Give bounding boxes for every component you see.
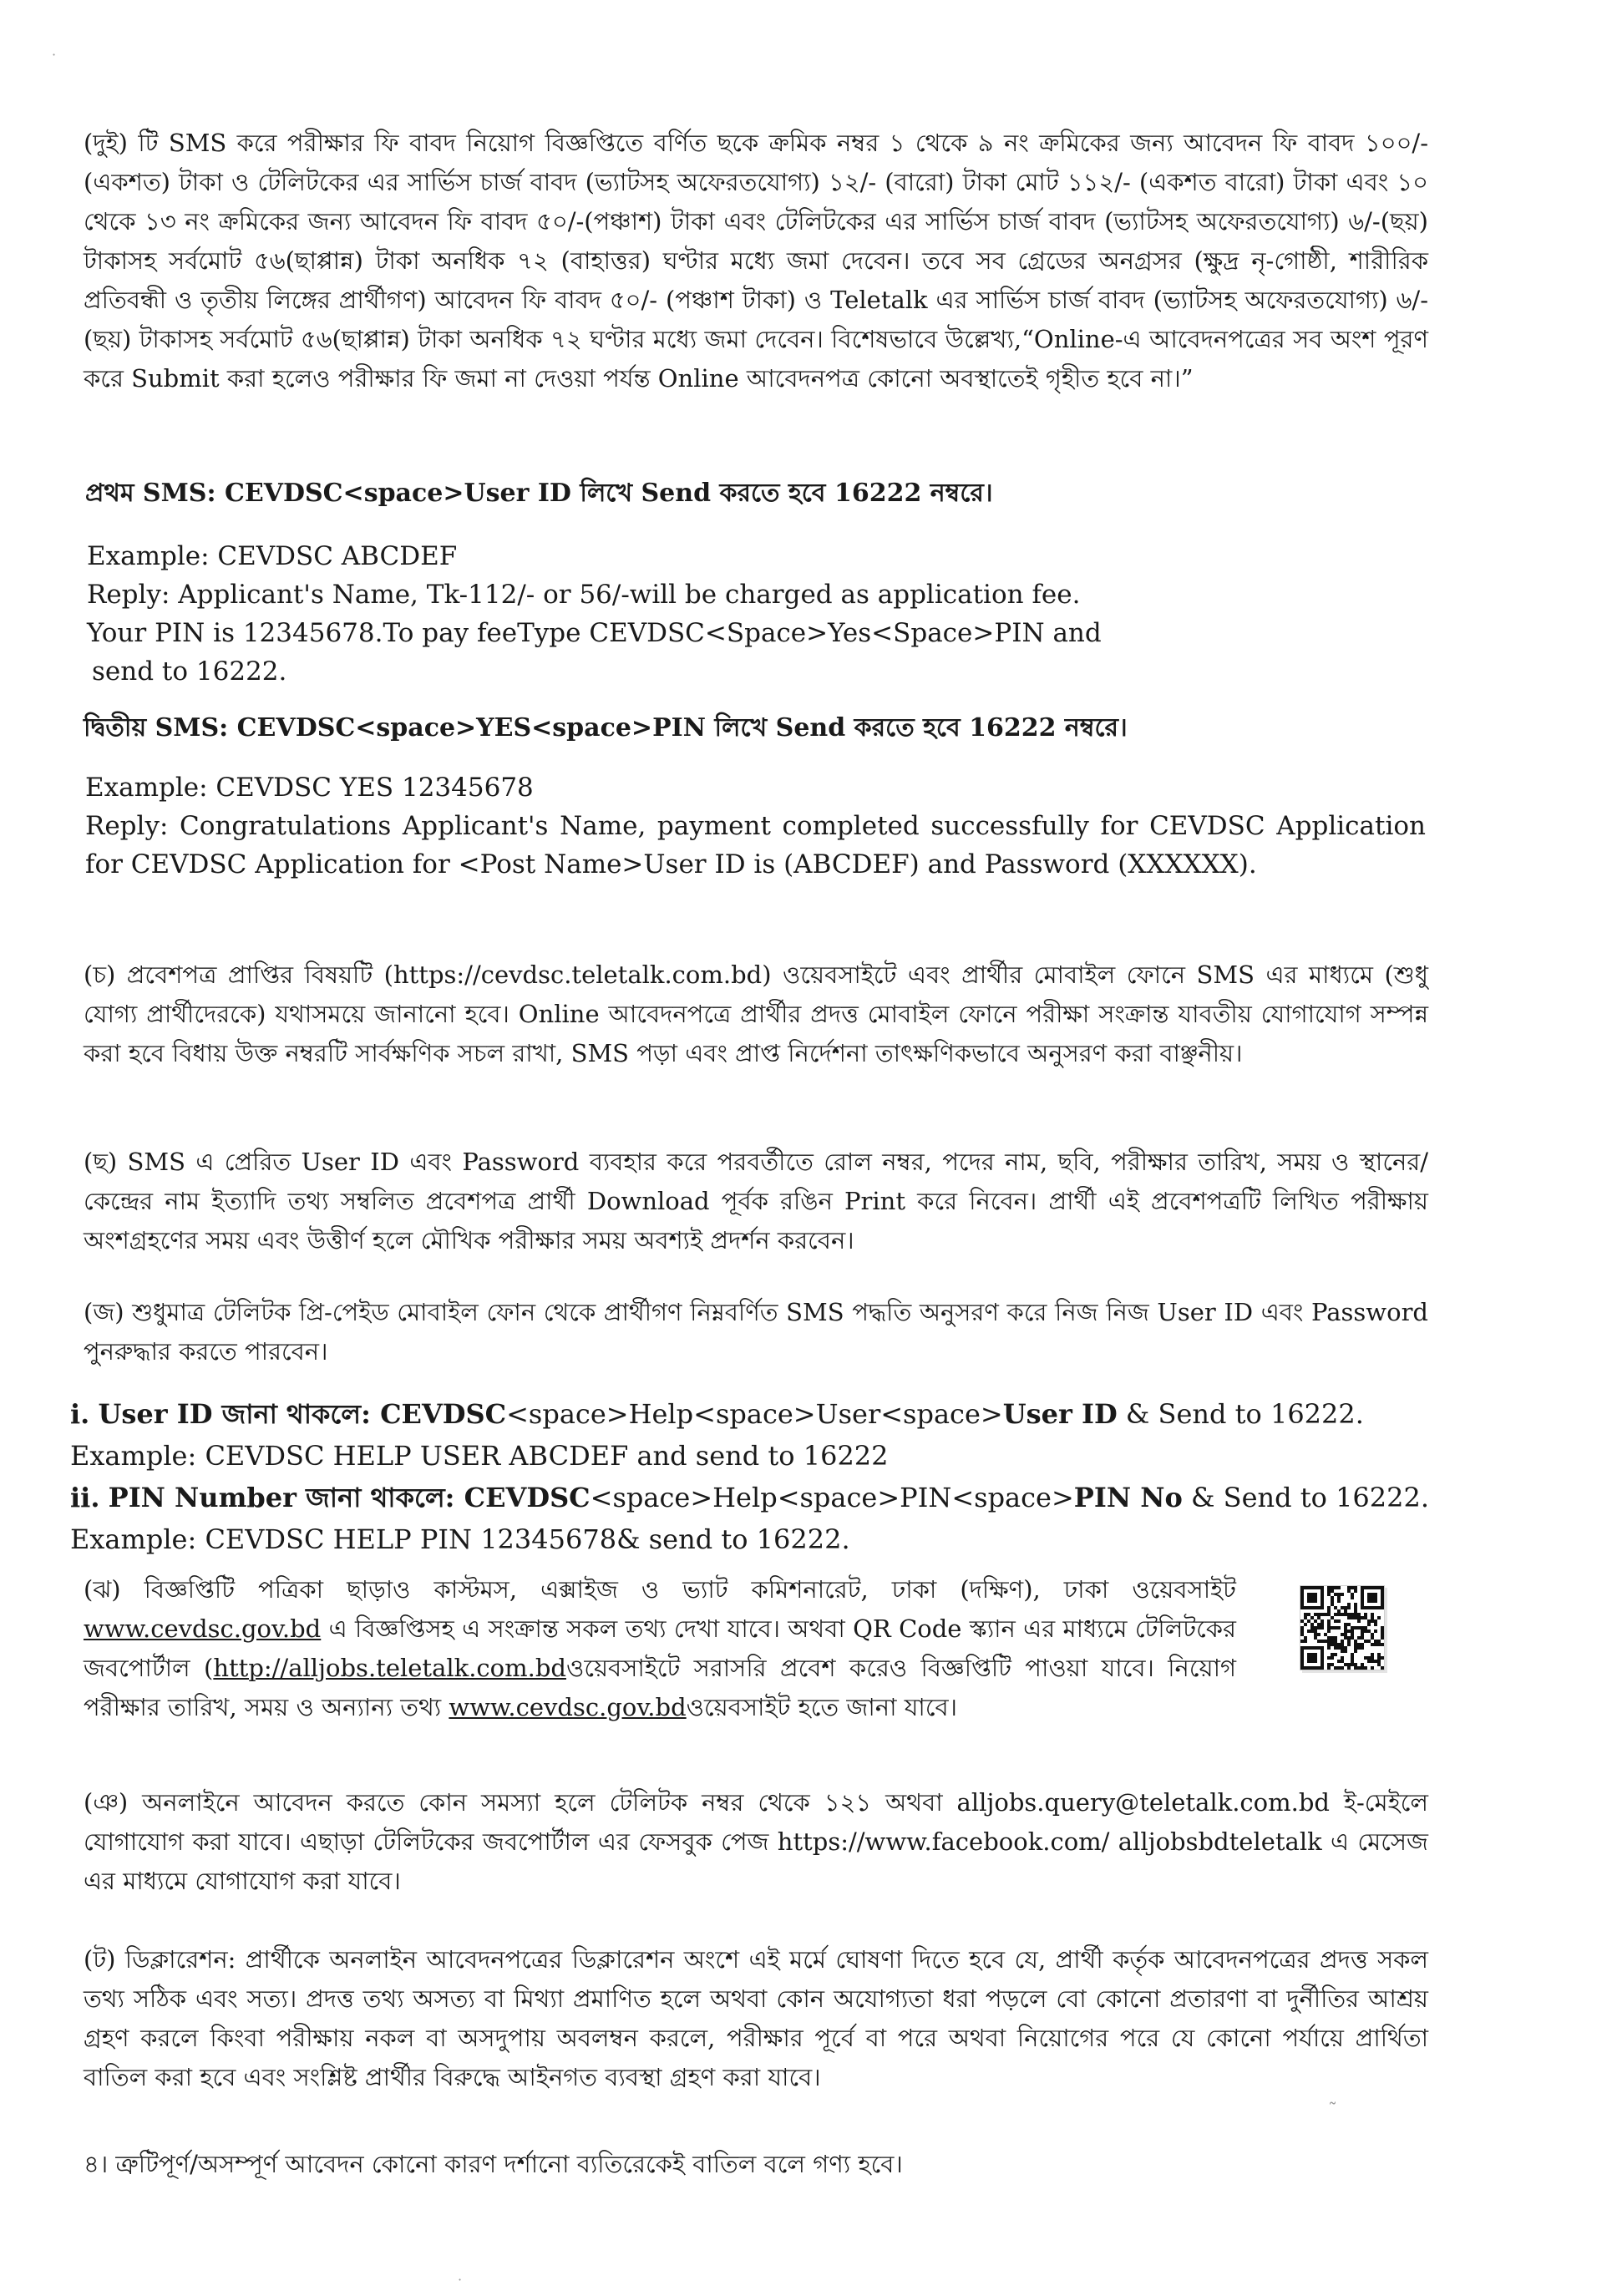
scan-speck: ·	[458, 2272, 463, 2288]
recovery-pin-line	[70, 1477, 1440, 1518]
scan-speck: ˜	[1328, 2101, 1337, 2121]
declaration-paragraph: (ট) ডিক্লারেশন: প্রার্থীকে অনলাইন আবেদনপত্রের ডিক্লারেশন অংশে এই মর্মে ঘোষণা দিতে হবে যে, প্রার্থী কর্তৃক আবেদনপত্রের প্রদত্ত সকল তথ্য সঠিক এবং সত্য। প্রদত্ত তথ্য অসত্য বা মিথ্যা প্রমাণিত হলে অথবা কোন অযোগ্যতা ধরা পড়লে বো কোনো প্রতারণা বা দুর্নীতির আশ্রয় গ্রহণ করলে কিংবা পরীক্ষায় নকল বা অসদুপায় অবলম্বন করলে, পরীক্ষার পূর্বে বা পরে অথবা নিয়োগের পরে যে কোনো পর্যায়ে প্রার্থিতা বাতিল করা হবে এবং সংশ্লিষ্ট প্রার্থীর বিরুদ্ধে আইনগত ব্যবস্থা গ্রহণ করা যাবে।	[84, 1945, 1428, 2091]
website-info-text-4: ওয়েবসাইট হতে জানা যাবে।	[686, 1693, 957, 1721]
website-info-text-2: এ বিজ্ঞপ্তিসহ এ সংক্রান্ত সকল তথ্য দেখা যাবে। অথবা QR Code স্ক্যান এর মাধ্যমে টেলিটকের জবপোর্টাল (	[84, 1614, 1236, 1682]
website-info-paragraph	[84, 1570, 1236, 1727]
first-sms-reply-line-2: Your PIN is 12345678.To pay feeType CEVDSC<Space>Yes<Space>PIN and	[87, 618, 1102, 648]
recovery-pin-example: Example: CEVDSC HELP PIN 12345678& send to 16222.	[70, 1523, 850, 1555]
recovery-pin-number: ii.	[70, 1482, 100, 1513]
website-info-text-1: (ঝ) বিজ্ঞপ্তিটি পত্রিকা ছাড়াও কাস্টমস, এক্সাইজ ও ভ্যাট কমিশনারেট, ঢাকা (দক্ষিণ), ঢাকা ওয়েবসাইট	[84, 1575, 1236, 1604]
second-sms-example-block	[85, 768, 1426, 884]
first-sms-reply-line-3: send to 16222.	[92, 656, 287, 687]
second-sms-heading: দ্বিতীয় SMS: CEVDSC<space>YES<space>PIN লিখে Send করতে হবে 16222 নম্বরে।	[84, 713, 1128, 743]
recovery-intro-paragraph: (জ) শুধুমাত্র টেলিটক প্রি-পেইড মোবাইল ফোন থেকে প্রার্থীগণ নিম্নবর্ণিত SMS পদ্ধতি অনুসরণ করে নিজ নিজ User ID এবং Password পুনরুদ্ধার করতে পারবেন।	[84, 1298, 1428, 1366]
qr-code[interactable]	[1300, 1585, 1385, 1670]
first-sms-example: Example: CEVDSC ABCDEF	[87, 541, 458, 571]
cevdsc-website-link-2[interactable]: www.cevdsc.gov.bd	[449, 1693, 687, 1721]
recovery-pin-help: <space>Help<space>PIN<space>	[590, 1482, 1074, 1513]
fee-paragraph	[84, 124, 1428, 398]
recovery-user-id-line	[70, 1393, 1440, 1435]
contact-paragraph: (ঞ) অনলাইনে আবেদন করতে কোন সমস্যা হলে টেলিটক নম্বর থেকে ১২১ অথবা alljobs.query@teletalk.com.bd ই-মেইলে যোগাযোগ করা যাবে। এছাড়া টেলিটকের জবপোর্টাল এর ফেসবুক পেজ https://www.facebook.com/ alljobsbdteletalk এ মেসেজ এর মাধ্যমে যোগাযোগ করা যাবে।	[84, 1788, 1428, 1895]
first-sms-heading: প্রথম SMS: CEVDSC<space>User ID লিখে Send করতে হবে 16222 নম্বরে।	[85, 479, 993, 508]
recovery-user-id-help: <space>Help<space>User<space>	[506, 1398, 1003, 1430]
first-sms-example-block	[87, 537, 1423, 691]
first-sms-reply-line-1: Reply: Applicant's Name, Tk-112/- or 56/-will be charged as application fee.	[87, 580, 1081, 610]
recovery-pin-send: & Send to 16222.	[1182, 1482, 1430, 1513]
second-sms-reply: Reply: Congratulations Applicant's Name, payment completed successfully for CEVDSC Application for CEVDSC Application for <Post Name>User ID is (ABCDEF) and Password (XXXXXX).	[85, 811, 1426, 879]
recovery-user-id-label: User ID জানা থাকলে: CEVDSC	[98, 1398, 507, 1430]
recovery-instructions	[70, 1393, 1440, 1560]
download-admit-paragraph: (ছ) SMS এ প্রেরিত User ID এবং Password ব্যবহার করে পরবর্তীতে রোল নম্বর, পদের নাম, ছবি, পরীক্ষার তারিখ, সময় ও স্থানের/কেন্দ্রের নাম ইত্যাদি তথ্য সম্বলিত প্রবেশপত্র প্রার্থী Download পূর্বক রঙিন Print করে নিবেন। প্রার্থী এই প্রবেশপত্রটি লিখিত পরীক্ষায় অংশগ্রহণের সময় এবং উত্তীর্ণ হলে মৌখিক পরীক্ষার সময় অবশ্যই প্রদর্শন করবেন।	[84, 1148, 1428, 1254]
qr-code-image	[1300, 1586, 1384, 1670]
fee-paragraph-text: (দুই) টি SMS করে পরীক্ষার ফি বাবদ নিয়োগ বিজ্ঞপ্তিতে বর্ণিত ছকে ক্রমিক নম্বর ১ থেকে ৯ নং ক্রমিকের জন্য আবেদন ফি বাবদ ১০০/- (একশত) টাকা ও টেলিটকের এর সার্ভিস চার্জ বাবদ (ভ্যাটসহ অফেরতযোগ্য) ১২/- (বারো) টাকা মোট ১১২/- (একশত বারো) টাকা এবং ১০ থেকে ১৩ নং ক্রমিকের জন্য আবেদন ফি বাবদ ৫০/-(পঞ্চাশ) টাকা এবং টেলিটকের এর সার্ভিস চার্জ বাবদ (ভ্যাটসহ অফেরতযোগ্য) ৬/-(ছয়) টাকাসহ সর্বমোট ৫৬(ছাপ্পান্ন) টাকা অনধিক ৭২ (বাহাত্তর) ঘণ্টার মধ্যে জমা দেবেন। তবে সব গ্রেডের অনগ্রসর (ক্ষুদ্র নৃ-গোষ্ঠী, শারীরিক প্রতিবন্ধী ও তৃতীয় লিঙ্গের প্রার্থীগণ) আবেদন ফি বাবদ ৫০/- (পঞ্চাশ টাকা) ও Teletalk এর সার্ভিস চার্জ বাবদ (ভ্যাটসহ অফেরতযোগ্য) ৬/-(ছয়) টাকাসহ সর্বমোট ৫৬(ছাপ্পান্ন) টাকা অনধিক ৭২ ঘণ্টার মধ্যে জমা দেবেন। বিশেষভাবে উল্লেখ্য,“Online-এ আবেদনপত্রের সব অংশ পূরণ করে Submit করা হলেও পরীক্ষার ফি জমা না দেওয়া পর্যন্ত Online আবেদনপত্র কোনো অবস্থাতেই গৃহীত হবে না।”	[84, 129, 1428, 393]
recovery-pin-label: PIN Number জানা থাকলে: CEVDSC	[108, 1482, 591, 1513]
scan-speck: ·	[52, 47, 57, 63]
recovery-user-id-example: Example: CEVDSC HELP USER ABCDEF and send to 16222	[70, 1440, 889, 1472]
recovery-user-id-number: i.	[70, 1398, 90, 1430]
recovery-user-id-token: User ID	[1002, 1398, 1118, 1430]
website-info-text-3: ওয়েবসাইটে সরাসরি প্রবেশ করেও বিজ্ঞপ্তিটি পাওয়া যাবে। নিয়োগ পরীক্ষার তারিখ, সময় ও অন্যান্য তথ্য	[84, 1654, 1237, 1721]
recovery-user-id-send: & Send to 16222.	[1117, 1398, 1364, 1430]
rejection-note: ৪। ত্রুটিপূর্ণ/অসম্পূর্ণ আবেদন কোনো কারণ দর্শানো ব্যতিরেকেই বাতিল বলে গণ্য হবে।	[84, 2150, 903, 2178]
alljobs-portal-link[interactable]: http://alljobs.teletalk.com.bd	[213, 1654, 566, 1682]
recovery-pin-token: PIN No	[1073, 1482, 1183, 1513]
cevdsc-website-link[interactable]: www.cevdsc.gov.bd	[84, 1614, 322, 1643]
second-sms-example: Example: CEVDSC YES 12345678	[85, 773, 534, 803]
admit-card-paragraph: (চ) প্রবেশপত্র প্রাপ্তির বিষয়টি (https://cevdsc.teletalk.com.bd) ওয়েবসাইটে এবং প্রার্থীর মোবাইল ফোনে SMS এর মাধ্যমে (শুধু যোগ্য প্রার্থীদেরকে) যথাসময়ে জানানো হবে। Online আবেদনপত্রে প্রার্থীর প্রদত্ত মোবাইল ফোনে পরীক্ষা সংক্রান্ত যাবতীয় যোগাযোগ সম্পন্ন করা হবে বিধায় উক্ত নম্বরটি সার্বক্ষণিক সচল রাখা, SMS পড়া এবং প্রাপ্ত নির্দেশনা তাৎক্ষণিকভাবে অনুসরণ করা বাঞ্ছনীয়।	[84, 960, 1428, 1067]
